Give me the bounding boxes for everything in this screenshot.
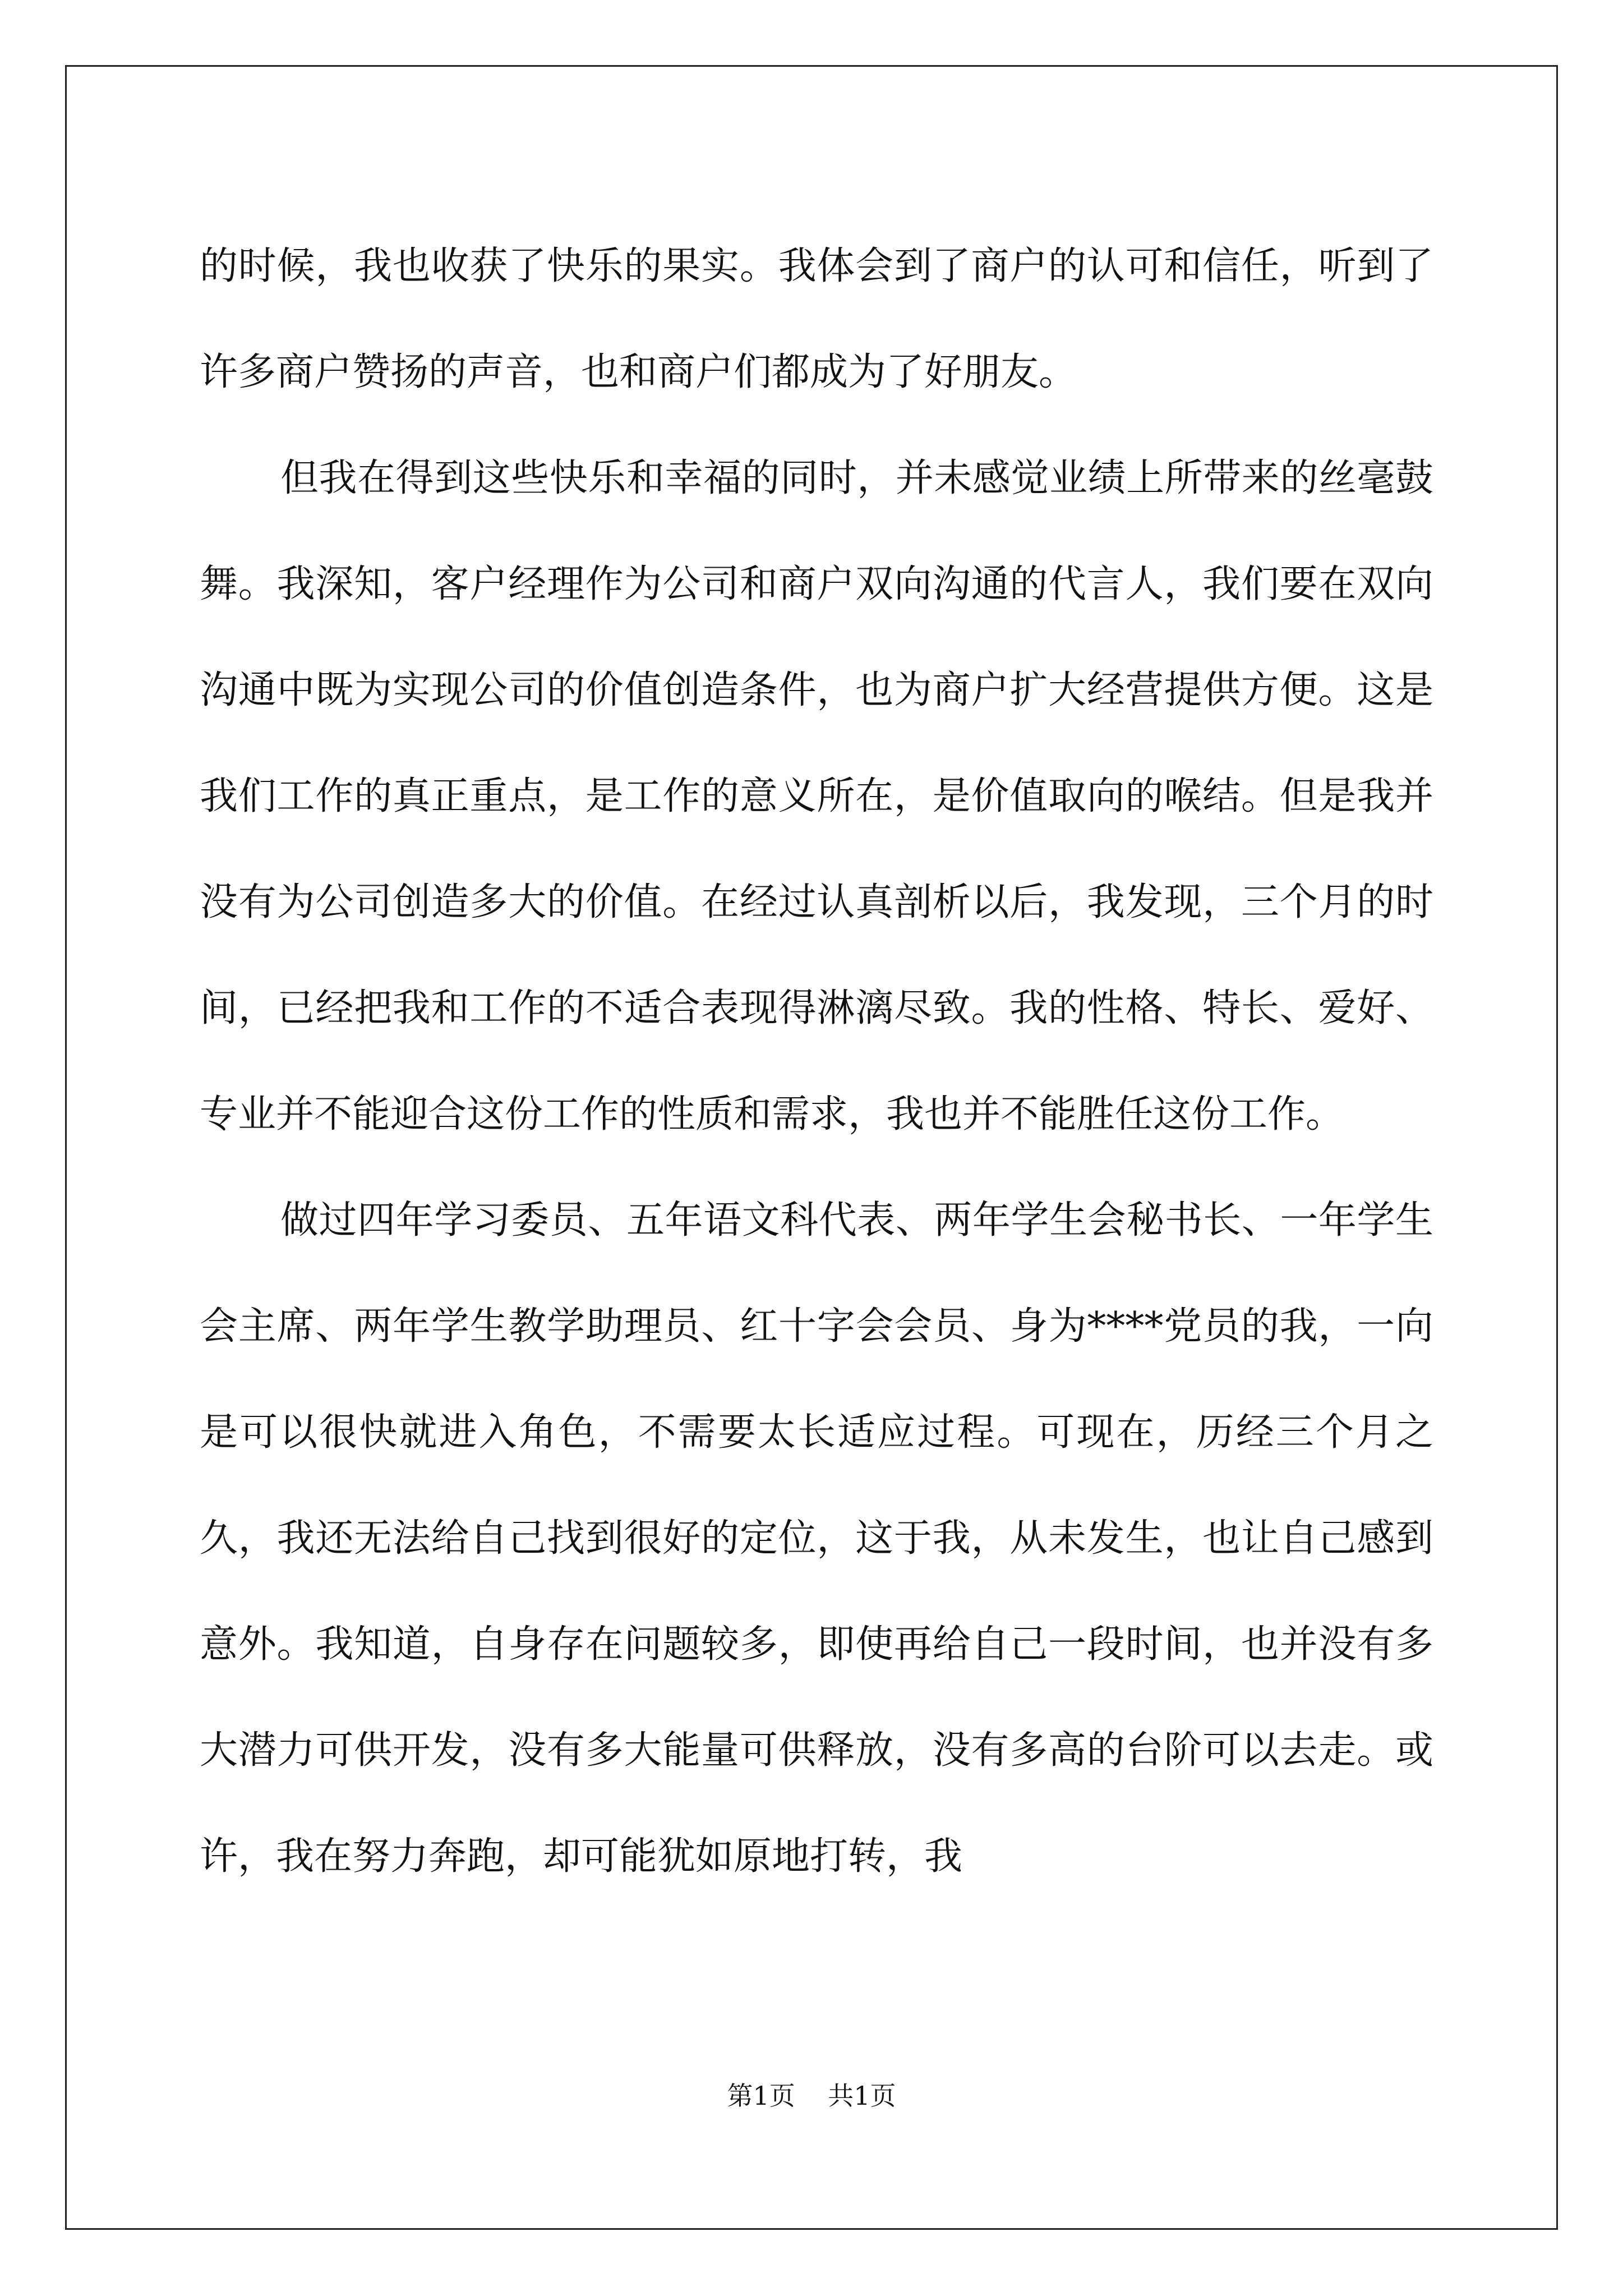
paragraph-2: 但我在得到这些快乐和幸福的同时，并未感觉业绩上所带来的丝毫鼓舞。我深知，客户经理作为公司和商户双向沟通的代言人，我们要在双向沟通中既为实现公司的价值创造条件，也为商户扩大经营提供方便。这是我们工作的真正重点，是工作的意义所在，是价值取向的喉结。但是我并没有为公司创造多大的价值。在经过认真剖析以后，我发现，三个月的时间，已经把我和工作的不适合表现得淋漓尽致。我的性格、特长、爱好、专业并不能迎合这份工作的性质和需求，我也并不能胜任这份工作。 [200, 456, 1433, 1137]
page-footer [0, 2076, 1623, 2113]
page-total: 共1页 [828, 2081, 896, 2111]
document-body [200, 213, 1433, 1910]
paragraph-3: 做过四年学习委员、五年语文科代表、两年学生会秘书长、一年学生会主席、两年学生教学助理员、红十字会会员、身为****党员的我，一向是可以很快就进入角色，不需要太长适应过程。可现在，历经三个月之久，我还无法给自己找到很好的定位，这于我，从未发生，也让自己感到意外。我知道，自身存在问题较多，即使再给自己一段时间，也并没有多大潜力可供开发，没有多大能量可供释放，没有多高的台阶可以去走。或许，我在努力奔跑，却可能犹如原地打转，我 [200, 1198, 1433, 1879]
paragraph-1: 的时候，我也收获了快乐的果实。我体会到了商户的认可和信任，听到了许多商户赞扬的声音，也和商户们都成为了好朋友。 [200, 244, 1433, 394]
footer-separator [795, 2081, 828, 2111]
page-number: 第1页 [727, 2081, 795, 2111]
